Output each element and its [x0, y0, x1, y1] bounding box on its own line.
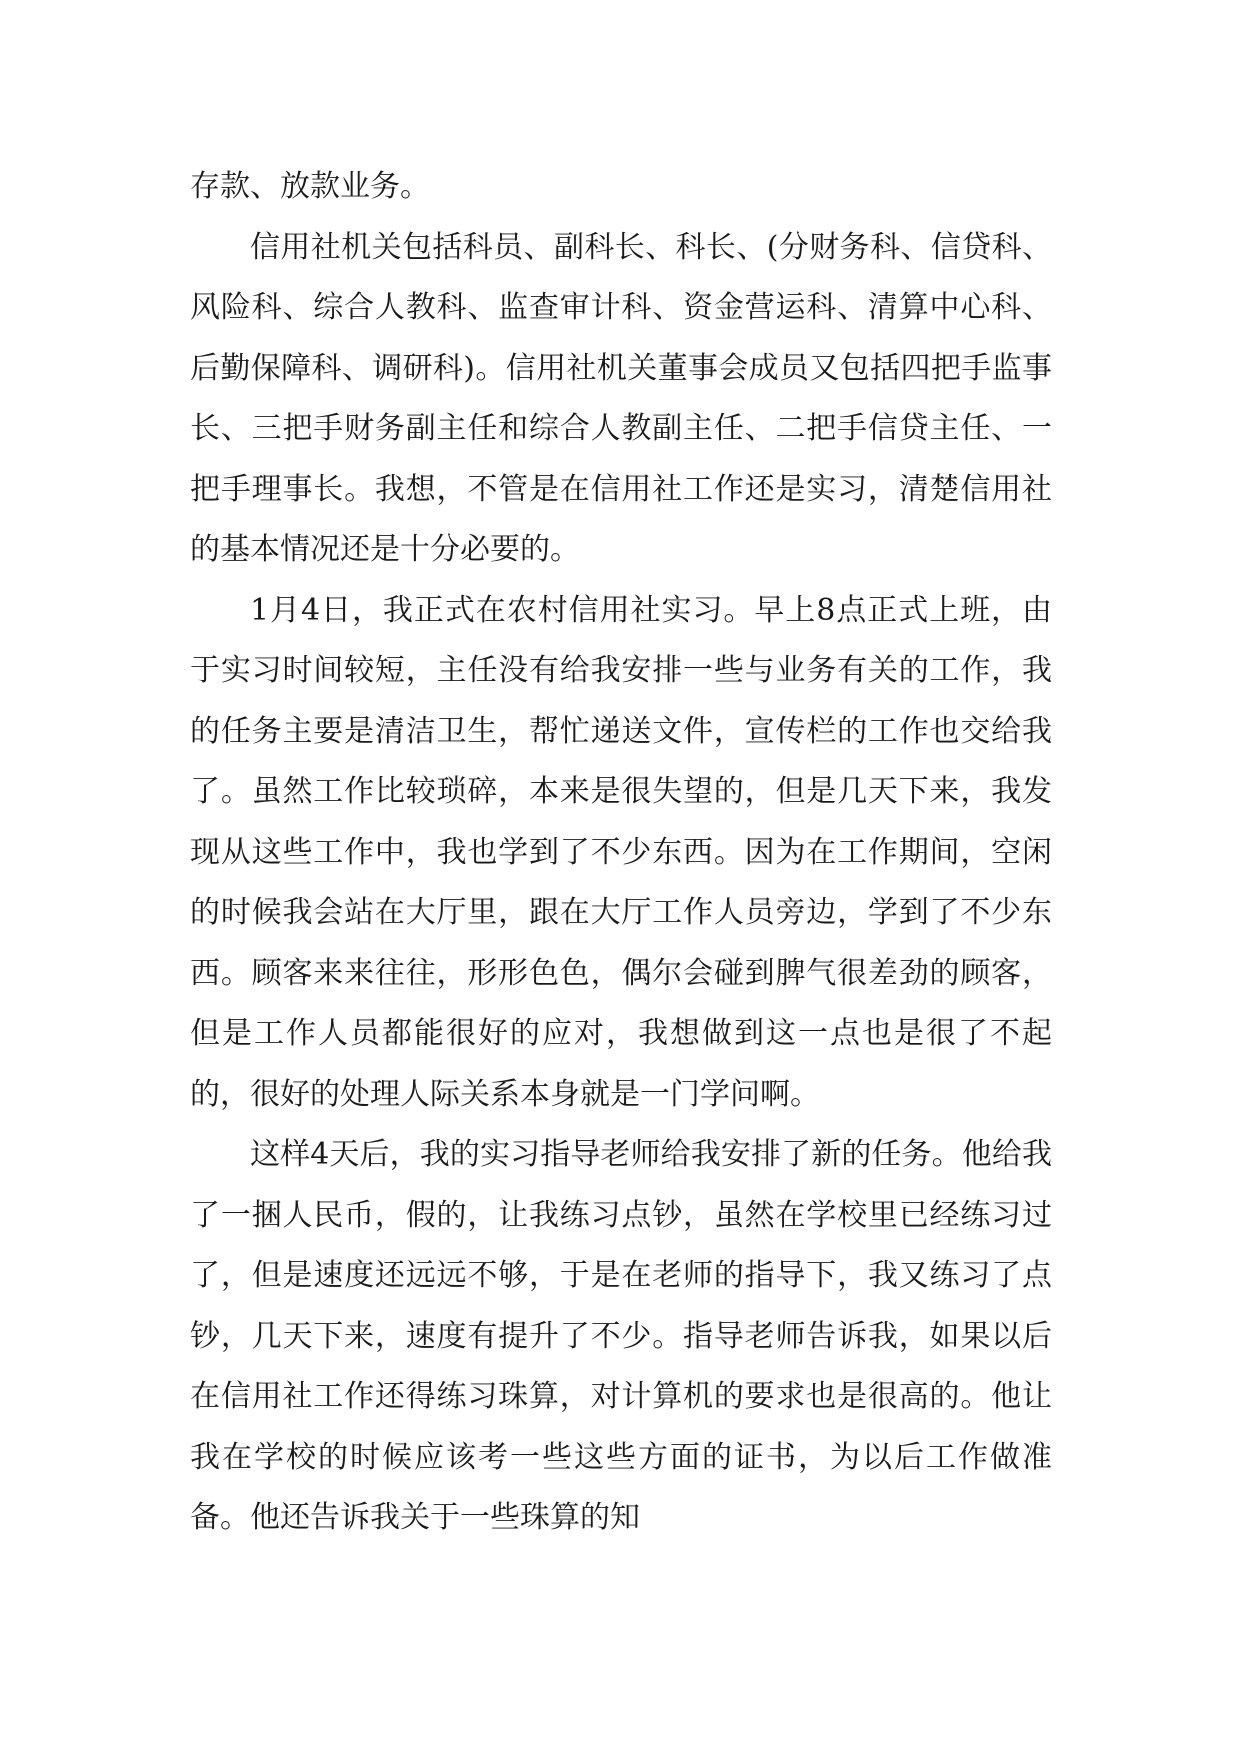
document-body: [190, 157, 1052, 1549]
paragraph-1: 存款、放款业务。: [190, 169, 430, 204]
paragraph-4: 这样4天后，我的实习指导老师给我安排了新的任务。他给我了一捆人民币，假的，让我练习点钞，虽然在学校里已经练习过了，但是速度还远远不够，于是在老师的指导下，我又练习了点钞，几天下来，速度有提升了不少。指导老师告诉我，如果以后在信用社工作还得练习珠算，对计算机的要求也是很高的。他让我在学校的时候应该考一些这些方面的证书，为以后工作做准备。他还告诉我关于一些珠算的知: [190, 1137, 1052, 1535]
paragraph-2: 信用社机关包括科员、副科长、科长、(分财务科、信贷科、风险科、综合人教科、监查审计科、资金营运科、清算中心科、后勤保障科、调研科)。信用社机关董事会成员又包括四把手监事长、三把手财务副主任和综合人教副主任、二把手信贷主任、一把手理事长。我想，不管是在信用社工作还是实习，清楚信用社的基本情况还是十分必要的。: [190, 229, 1052, 567]
paragraph-3: 1月4日，我正式在农村信用社实习。早上8点正式上班，由于实习时间较短，主任没有给我安排一些与业务有关的工作，我的任务主要是清洁卫生，帮忙递送文件，宣传栏的工作也交给我了。虽然工作比较琐碎，本来是很失望的，但是几天下来，我发现从这些工作中，我也学到了不少东西。因为在工作期间，空闲的时候我会站在大厅里，跟在大厅工作人员旁边，学到了不少东西。顾客来来往往，形形色色，偶尔会碰到脾气很差劲的顾客，但是工作人员都能很好的应对，我想做到这一点也是很了不起的，很好的处理人际关系本身就是一门学问啊。: [190, 592, 1052, 1112]
